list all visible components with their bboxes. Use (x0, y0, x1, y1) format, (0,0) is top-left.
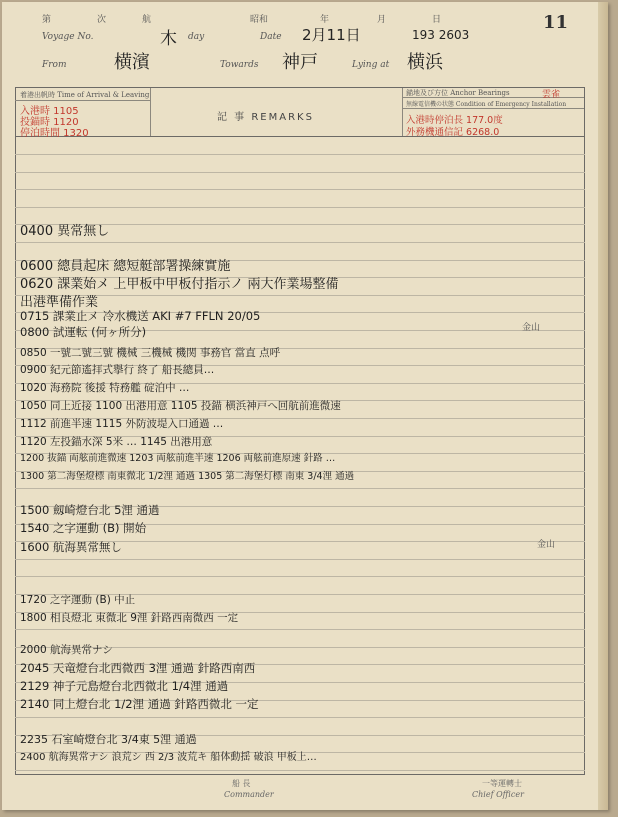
log-entry: 1800 相良燈北 東微北 9浬 針路西南微西 一定 (20, 612, 239, 624)
log-entry: 1500 劔崎燈台北 5浬 通過 (20, 503, 160, 517)
anchor-bearings-title: 錨地及び方位 Anchor Bearings (406, 89, 510, 97)
ruled-line (15, 629, 585, 630)
remarks-title: 記 事 REMARKS (217, 112, 314, 123)
log-entry: 0400 異常無し (20, 224, 110, 239)
condition-title: 無線電信機の状態 Condition of Emergency Installation (406, 101, 567, 108)
header-label-day: 日 (432, 15, 442, 25)
towards-label: Towards (220, 60, 259, 70)
towards-value: 神戸 (282, 52, 318, 73)
page-number: 11 (542, 12, 568, 33)
date-value: 2月11日 (302, 26, 361, 44)
top-left-header-line (15, 100, 150, 101)
voyage-day-value: 木 (160, 29, 177, 49)
ruled-line (15, 559, 585, 560)
year-value: 193 2603 (412, 28, 470, 42)
anchor-bearings-value: 雲雀 (542, 90, 561, 100)
log-entry: 0800 試運転 (何ヶ所分) (20, 325, 147, 339)
log-entry: 2140 同上燈台北 1/2浬 通過 針路西微北 一定 (20, 697, 259, 711)
header-label-year: 年 (320, 15, 330, 25)
log-entry: 2400 航海異常ナシ 浪荒シ 西 2/3 波荒キ 船体動揺 破浪 甲板上… (20, 752, 317, 763)
ruled-line (15, 488, 585, 489)
log-entry: 0900 紀元節遙拝式擧行 終了 船長總員… (20, 364, 215, 376)
log-page (2, 2, 608, 810)
condition-entry-2: 外務機通信記 6268.0 (406, 127, 500, 138)
ruled-line (15, 717, 585, 718)
header-label-showa: 昭和 (250, 15, 269, 25)
condition-entry-1: 入港時停泊長 177.0度 (406, 115, 503, 126)
top-section-bottom (15, 136, 585, 137)
log-entry: 2000 航海異常ナシ (20, 644, 113, 656)
log-entry: 0715 課業止メ 冷水機送 AKI #7 FFLN 20/05 (20, 309, 261, 323)
from-value: 横濱 (114, 52, 150, 73)
ruled-line (15, 576, 585, 577)
top-divider-left (150, 88, 151, 136)
ruled-line (15, 189, 585, 190)
log-entry: 0600 總員起床 總短艇部署操練實施 (20, 259, 231, 274)
log-entry: 1540 之字運動 (B) 開始 (20, 521, 147, 535)
log-entry: 1120 左投錨水深 5米 … 1145 出港用意 (20, 436, 213, 448)
day-label: day (188, 32, 205, 42)
ruled-line (15, 295, 585, 296)
seal-stamp: 金山 (522, 323, 541, 333)
lying-value: 横浜 (407, 52, 443, 73)
voyage-label: Voyage No. (42, 32, 94, 42)
log-entry: 1720 之字運動 (B) 中止 (20, 594, 136, 606)
log-entry: 0850 一號二號三號 機械 三機械 機関 事務官 當直 点呼 (20, 347, 281, 359)
header-label-ji: 次 (97, 15, 107, 25)
header-label-dai: 第 (42, 15, 52, 25)
header-label-month: 月 (377, 15, 387, 25)
log-entry: 1300 第二海堡燈標 南東微北 1/2浬 通過 1305 第二海堡灯標 南東 3/4浬 通過 (20, 471, 355, 482)
arrival-entry-3: 停泊時間 1320 (20, 128, 89, 139)
log-entry: 1020 海務院 後援 特務艦 碇泊中 … (20, 382, 190, 394)
ruled-line (15, 207, 585, 208)
ruled-line (15, 172, 585, 173)
from-label: From (42, 60, 67, 70)
log-entry: 2235 石室崎燈台北 3/4東 5浬 通過 (20, 733, 197, 746)
top-right-line-2 (402, 108, 584, 109)
top-divider-right (402, 88, 403, 136)
log-entry: 0620 課業始メ 上甲板中甲板付指示ノ 兩大作業場整備 (20, 277, 339, 292)
date-label: Date (260, 32, 282, 42)
log-entry: 1200 抜錨 両舷前進微速 1203 両舷前進半速 1206 両舷前進原速 針路 … (20, 453, 336, 464)
arrival-entry-1: 入港時 1105 (20, 106, 79, 117)
commander-label-jp: 船 長 (232, 779, 251, 788)
arrival-entry-2: 投錨時 1120 (20, 117, 79, 128)
log-entry: 1112 前進半速 1115 外防波堤入口通過 … (20, 418, 224, 430)
page-edge (598, 2, 608, 810)
log-entry: 2045 天竜燈台北西微西 3浬 通過 針路西南西 (20, 661, 256, 675)
chief-officer-label-en: Chief Officer (472, 790, 524, 799)
commander-label-en: Commander (224, 790, 274, 799)
ruled-line (15, 154, 585, 155)
log-entry: 出港準備作業 (20, 295, 99, 310)
header-label-ko: 航 (142, 15, 152, 25)
lying-label: Lying at (352, 60, 390, 70)
log-entry: 1600 航海異常無し (20, 540, 122, 554)
chief-officer-label-jp: 一等運轉士 (482, 779, 522, 788)
log-entry: 2129 神子元島燈台北西微北 1/4浬 通過 (20, 679, 229, 693)
seal-stamp: 金山 (537, 540, 556, 550)
log-entry: 1050 同上近接 1100 出港用意 1105 投錨 横浜神戸へ回航前進微速 (20, 400, 341, 412)
ruled-line (15, 770, 585, 771)
arrival-leaving-title: 着港出帆時 Time of Arrival & Leaving (20, 91, 150, 99)
ruled-line (15, 242, 585, 243)
